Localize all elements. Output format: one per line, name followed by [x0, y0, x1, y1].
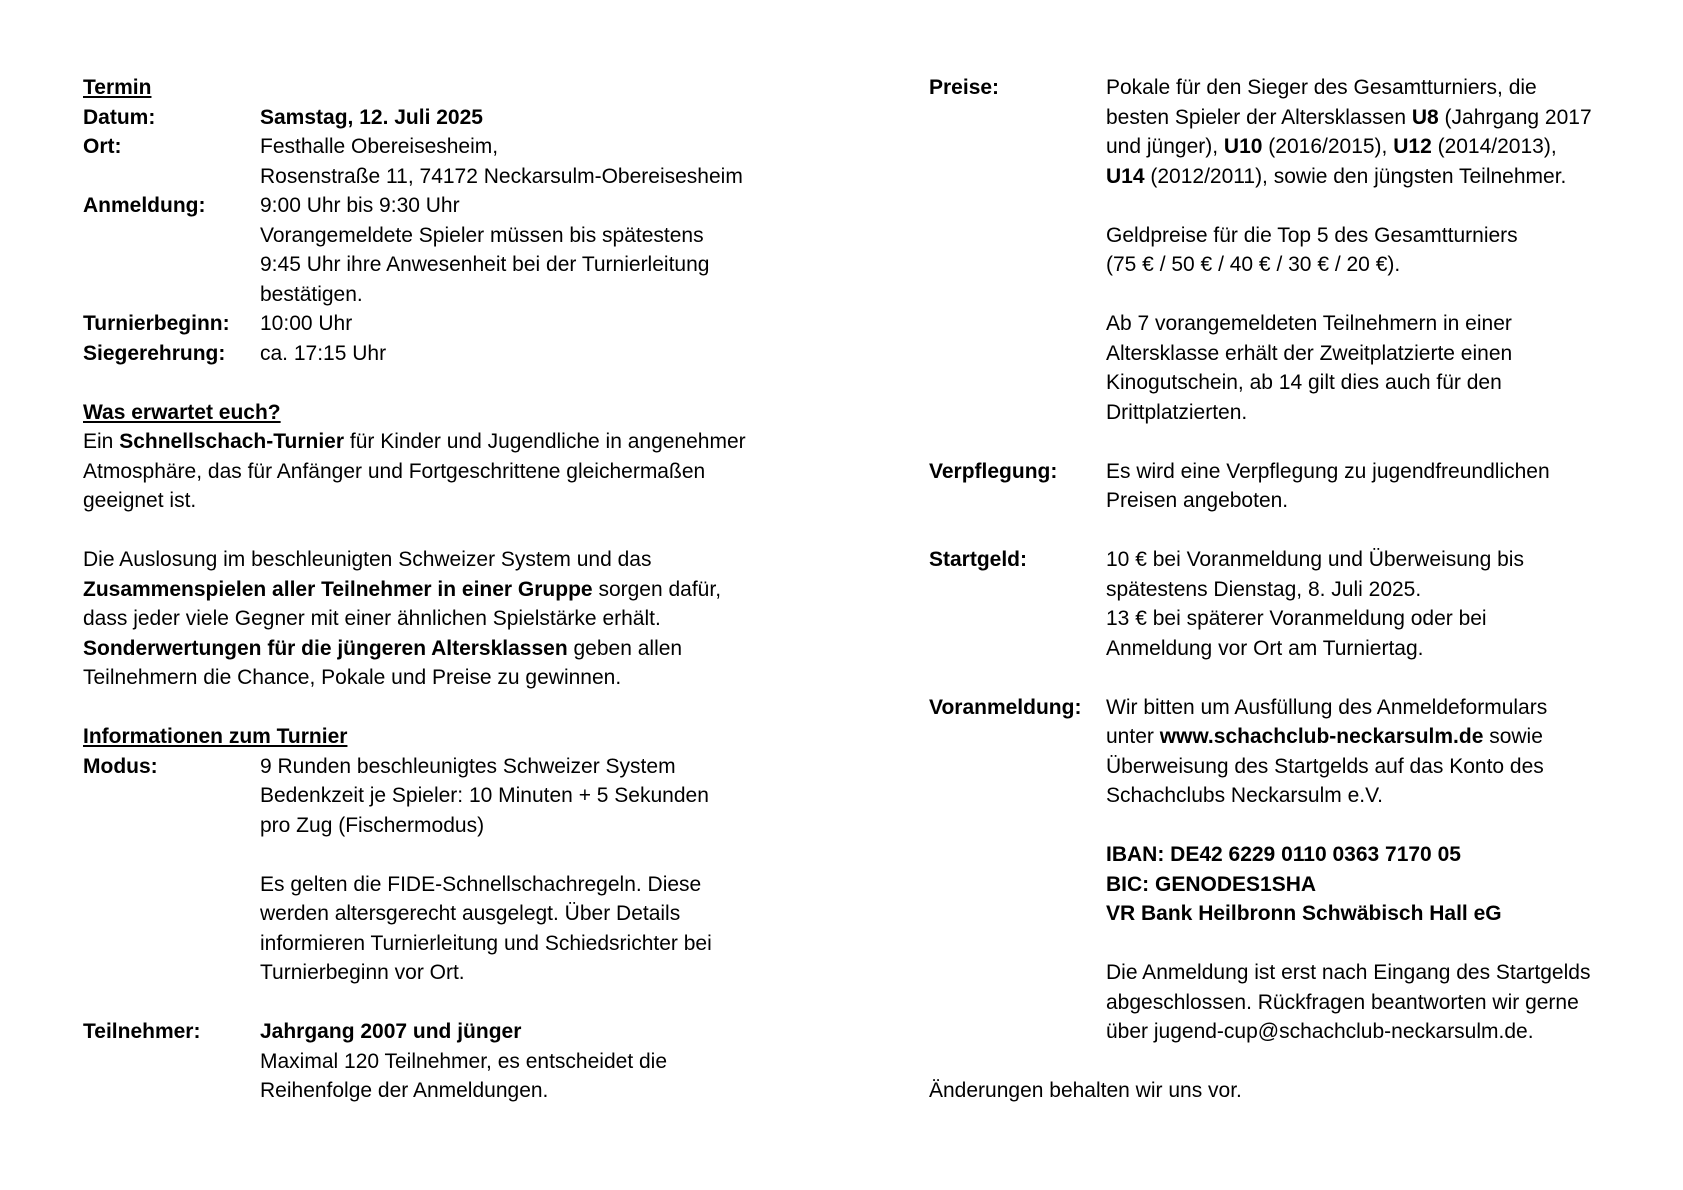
modus-line: werden altersgerecht ausgelegt. Über Details — [260, 902, 681, 925]
modus-line: Es gelten die FIDE-Schnellschachregeln. Diese — [260, 872, 702, 896]
text-run: für Kinder und Jugendliche in angenehmer — [344, 430, 746, 453]
footer-note: Änderungen behalten wir uns vor. — [929, 1079, 1242, 1102]
teilnehmer-line: Maximal 120 Teilnehmer, es entscheidet die — [260, 1049, 668, 1073]
turnierbeginn-row — [83, 309, 783, 339]
paragraph-line: dass jeder viele Gegner mit einer ähnlichen Spielstärke erhält. — [83, 607, 661, 630]
teilnehmer-row — [83, 1017, 783, 1106]
siegerehrung-value: ca. 17:15 Uhr — [260, 341, 387, 365]
text-run-bold: U10 — [1223, 135, 1263, 158]
datum-row — [83, 103, 783, 133]
text-run: und jünger), — [1106, 135, 1224, 158]
verpflegung-label: Verpflegung: — [929, 459, 1058, 483]
ort-label: Ort: — [83, 135, 122, 158]
teilnehmer-jahrgang: Jahrgang 2007 und jünger — [260, 1020, 522, 1043]
kinogutschein-line: Altersklasse erhält der Zweitplatzierte einen — [1106, 341, 1513, 365]
website-link[interactable]: www.schachclub-neckarsulm.de — [1159, 725, 1484, 748]
modus-line: informieren Turnierleitung und Schiedsrichter bei — [260, 931, 712, 955]
text-run: unter — [1106, 725, 1160, 748]
turnierbeginn-label: Turnierbeginn: — [83, 312, 230, 335]
text-run-bold: U14 — [1106, 164, 1145, 188]
startgeld-line: 10 € bei Voranmeldung und Überweisung bis — [1106, 548, 1524, 571]
verpflegung-row — [929, 457, 1629, 516]
kinogutschein-line: Drittplatzierten. — [1106, 400, 1248, 424]
text-run: Ein — [83, 430, 120, 453]
teilnehmer-label: Teilnehmer: — [83, 1020, 201, 1043]
text-run: sorgen dafür, — [592, 577, 722, 601]
iban-line: IBAN: DE42 6229 0110 0363 7170 05 — [1106, 843, 1461, 866]
kinogutschein-line: Ab 7 vorangemeldeten Teilnehmern in einer — [1106, 312, 1512, 335]
text-run-bold: U8 — [1411, 105, 1439, 129]
text-run: geben allen — [567, 636, 683, 660]
voranmeldung-line: Wir bitten um Ausfüllung des Anmeldeformulars — [1106, 695, 1548, 719]
anmeldung-row — [83, 191, 783, 309]
startgeld-label: Startgeld: — [929, 548, 1028, 571]
anmeldung-label: Anmeldung: — [83, 194, 206, 217]
preise-line: Pokale für den Sieger des Gesamtturniers, die — [1106, 76, 1537, 99]
siegerehrung-label: Siegerehrung: — [83, 341, 226, 365]
text-run: (2012/2011), sowie den jüngsten Teilnehmer. — [1144, 164, 1567, 188]
teilnehmer-line: Reihenfolge der Anmeldungen. — [260, 1079, 549, 1102]
termin-heading: Termin — [83, 76, 152, 99]
modus-line: Bedenkzeit je Spieler: 10 Minuten + 5 Sekunden — [260, 784, 709, 807]
text-run: besten Spieler der Altersklassen — [1106, 105, 1412, 129]
ort-line: Rosenstraße 11, 74172 Neckarsulm-Obereisesheim — [260, 164, 743, 188]
ort-line: Festhalle Obereisesheim, — [260, 135, 499, 158]
verpflegung-line: Es wird eine Verpflegung zu jugendfreundlichen — [1106, 459, 1550, 483]
bic-line: BIC: GENODES1SHA — [1106, 872, 1317, 896]
ort-row — [83, 132, 783, 191]
modus-row — [83, 752, 783, 988]
bank-name-line: VR Bank Heilbronn Schwäbisch Hall eG — [1106, 902, 1502, 925]
modus-line: Turnierbeginn vor Ort. — [260, 961, 465, 984]
voranmeldung-line: Überweisung des Startgelds auf das Konto des — [1106, 754, 1544, 778]
geldpreise-line: Geldpreise für die Top 5 des Gesamtturniers — [1106, 223, 1518, 247]
kinogutschein-line: Kinogutschein, ab 14 gilt dies auch für den — [1106, 371, 1502, 394]
modus-line: 9 Runden beschleunigtes Schweizer System — [260, 754, 676, 778]
modus-line: pro Zug (Fischermodus) — [260, 813, 485, 837]
paragraph-line: Die Auslosung im beschleunigten Schweizer System und das — [83, 548, 652, 571]
startgeld-line: Anmeldung vor Ort am Turniertag. — [1106, 636, 1424, 660]
voranmeldung-row — [929, 693, 1629, 1047]
geldpreise-line: (75 € / 50 € / 40 € / 30 € / 20 €). — [1106, 253, 1401, 276]
text-run-bold: Sonderwertungen für die jüngeren Altersklassen — [83, 636, 568, 660]
preise-row — [929, 73, 1629, 427]
anmeldung-hinweis-line: Die Anmeldung ist erst nach Eingang des Startgelds — [1106, 961, 1591, 984]
anmeldung-hinweis-line: abgeschlossen. Rückfragen beantworten wir gerne — [1106, 990, 1579, 1014]
voranmeldung-line: Schachclubs Neckarsulm e.V. — [1106, 784, 1384, 807]
datum-label: Datum: — [83, 105, 156, 129]
erwartet-paragraph-1 — [83, 427, 783, 516]
text-run-bold: Schnellschach-Turnier — [119, 430, 345, 453]
text-run: (2014/2013), — [1431, 135, 1557, 158]
startgeld-row — [929, 545, 1629, 663]
paragraph-line: Atmosphäre, das für Anfänger und Fortgeschrittene gleichermaßen — [83, 459, 706, 483]
modus-label: Modus: — [83, 754, 158, 778]
info-heading: Informationen zum Turnier — [83, 725, 348, 748]
left-column — [83, 73, 783, 1106]
voranmeldung-label: Voranmeldung: — [929, 695, 1082, 719]
preise-label: Preise: — [929, 76, 1000, 99]
text-run-bold: Zusammenspielen aller Teilnehmer in einer Gruppe — [83, 577, 593, 601]
anmeldung-line: Vorangemeldete Spieler müssen bis spätestens — [260, 223, 704, 247]
text-run-bold: U12 — [1393, 135, 1432, 158]
startgeld-line: spätestens Dienstag, 8. Juli 2025. — [1106, 577, 1422, 601]
siegerehrung-row — [83, 339, 783, 369]
erwartet-paragraph-2 — [83, 545, 783, 693]
anmeldung-line: 9:45 Uhr ihre Anwesenheit bei der Turnierleitung — [260, 253, 710, 276]
text-run: (Jahrgang 2017 — [1438, 105, 1592, 129]
verpflegung-line: Preisen angeboten. — [1106, 489, 1289, 512]
anmeldung-line: 9:00 Uhr bis 9:30 Uhr — [260, 194, 460, 217]
anmeldung-line: bestätigen. — [260, 282, 363, 306]
text-run: (2016/2015), — [1262, 135, 1394, 158]
erwartet-heading: Was erwartet euch? — [83, 400, 281, 424]
paragraph-line: Teilnehmern die Chance, Pokale und Preise zu gewinnen. — [83, 666, 622, 689]
email-line[interactable]: über jugend-cup@schachclub-neckarsulm.de. — [1106, 1020, 1534, 1043]
datum-value: Samstag, 12. Juli 2025 — [260, 105, 483, 129]
text-run: sowie — [1483, 725, 1543, 748]
paragraph-line: geeignet ist. — [83, 489, 197, 512]
startgeld-line: 13 € bei späterer Voranmeldung oder bei — [1106, 607, 1487, 630]
turnierbeginn-value: 10:00 Uhr — [260, 312, 353, 335]
right-column — [929, 73, 1629, 1106]
